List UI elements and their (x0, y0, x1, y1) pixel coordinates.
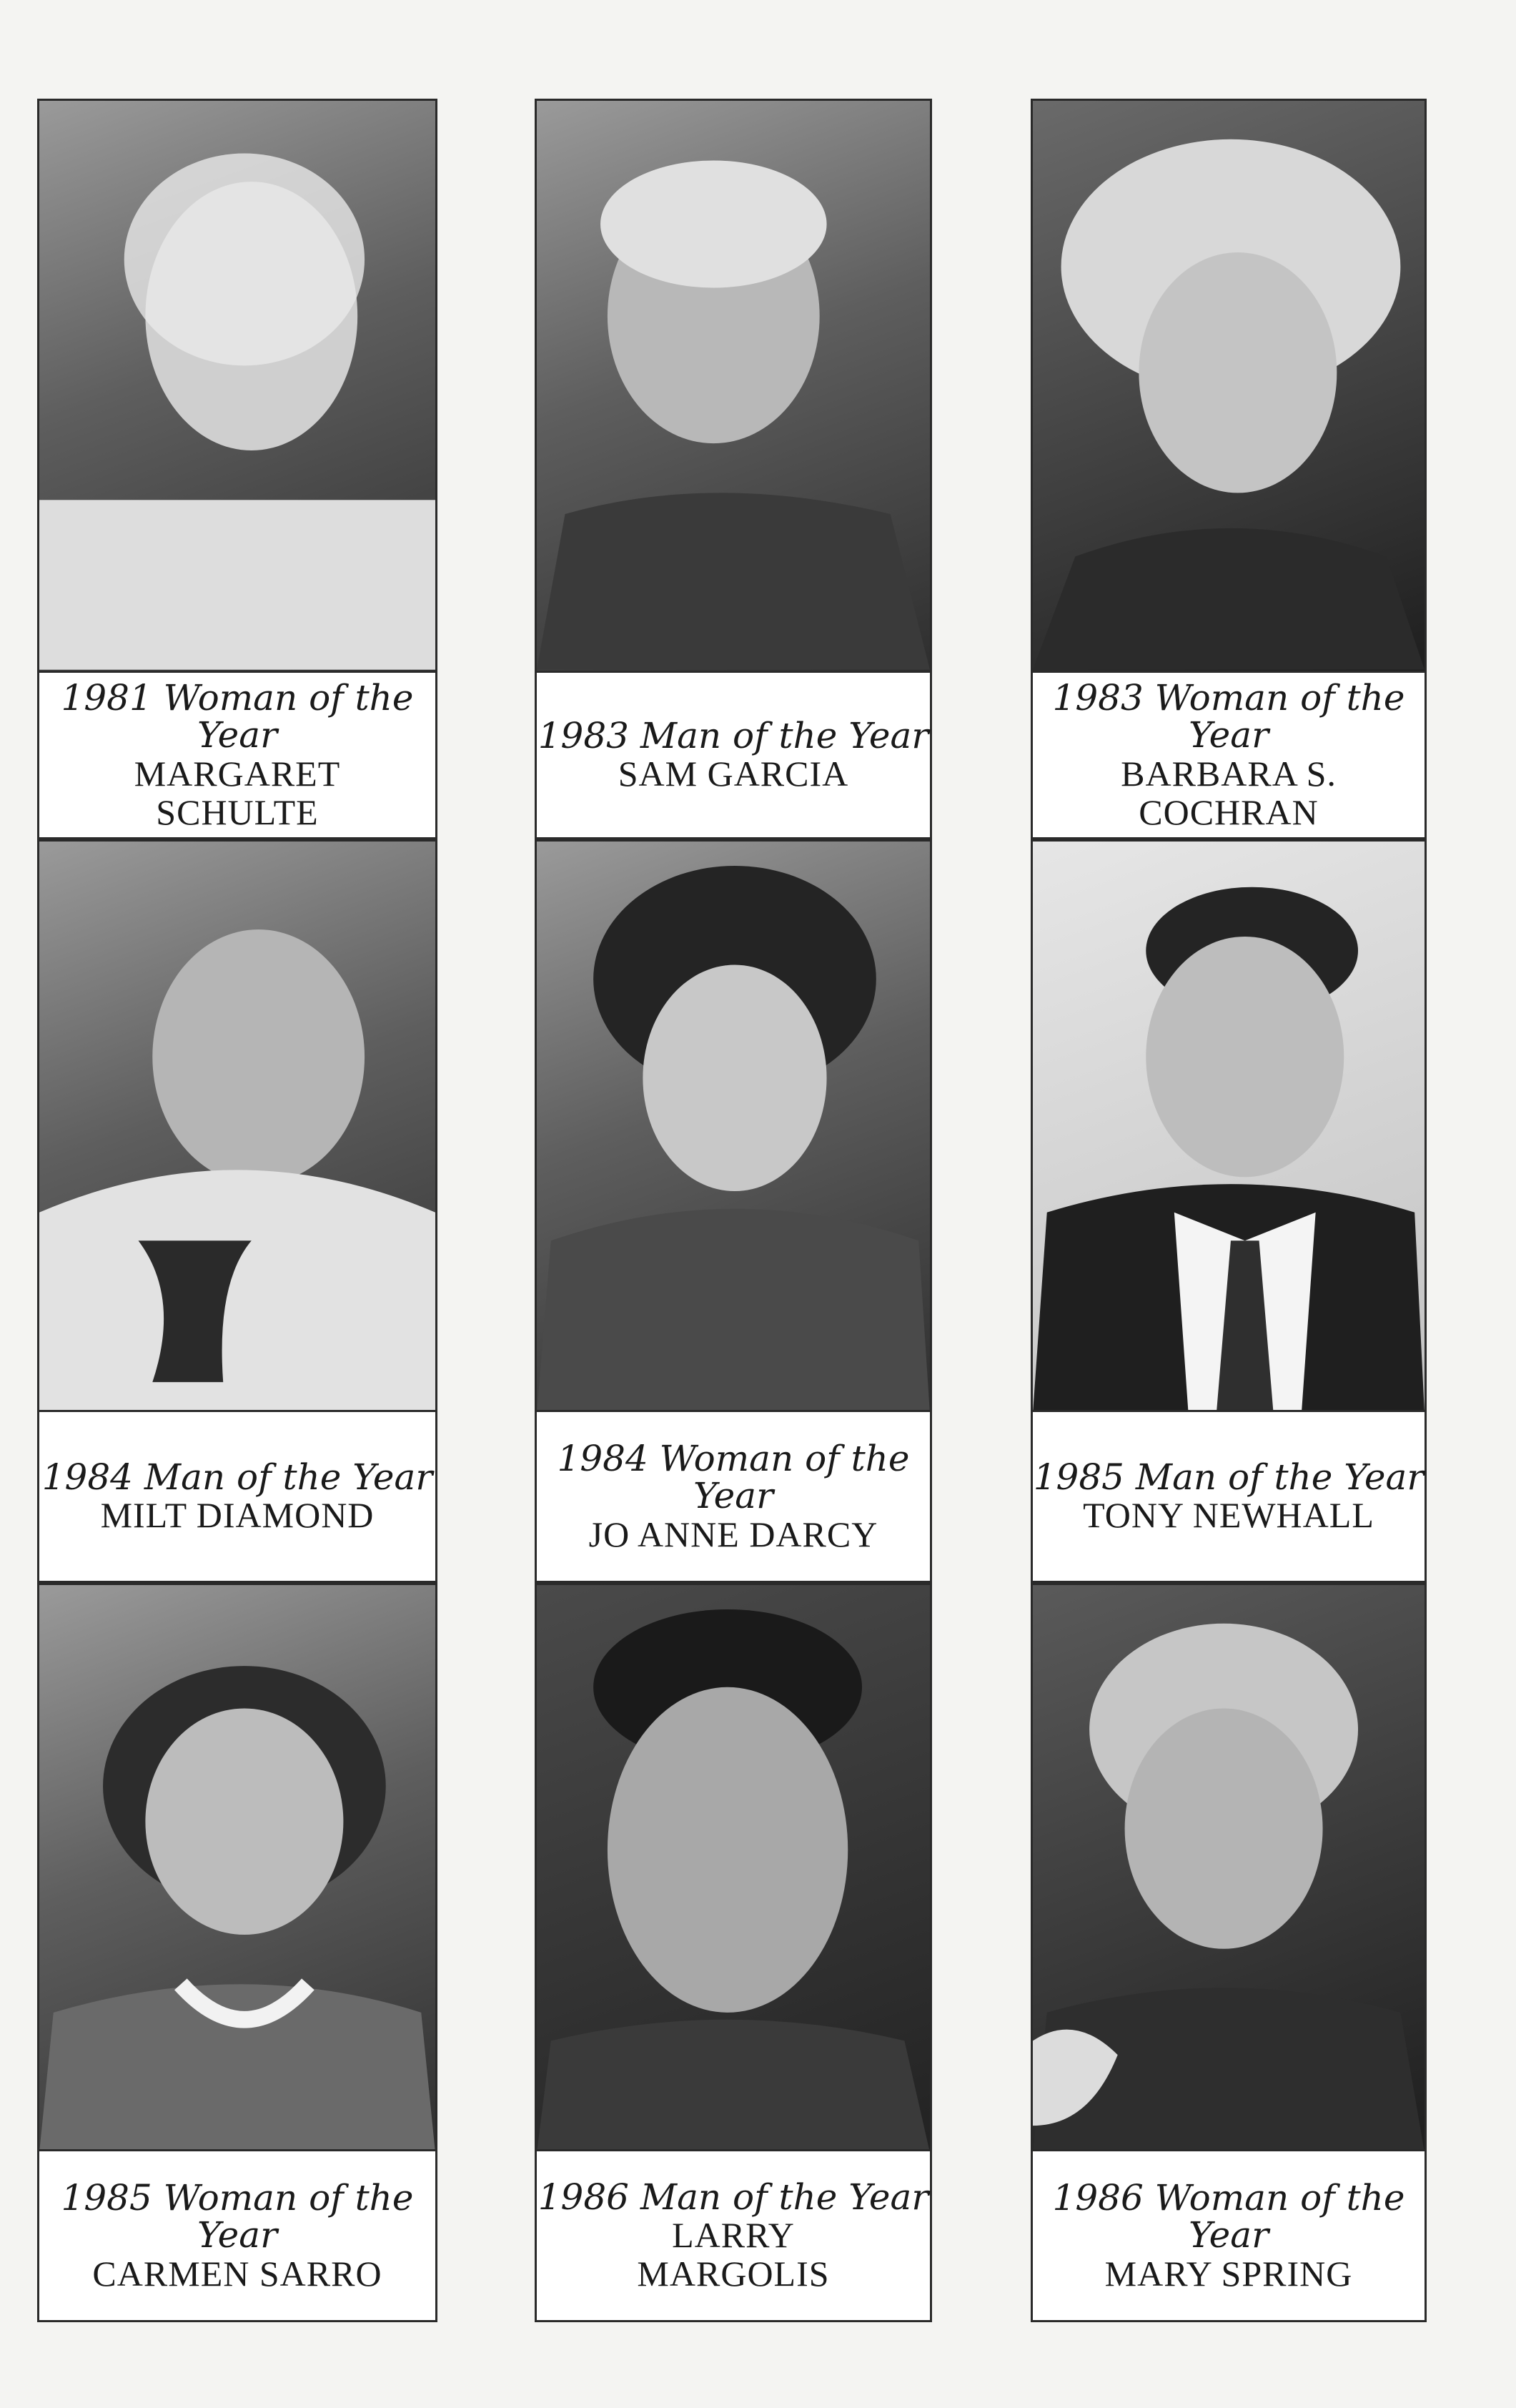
honoree-card (37, 99, 437, 839)
honoree-name: TONY NEWHALL (1083, 1495, 1374, 1536)
portrait-silhouette-icon (1033, 842, 1425, 1416)
award-title: 1984 Man of the Year (41, 1456, 433, 1498)
portrait-silhouette-icon (1033, 1585, 1425, 2156)
award-title: 1983 Man of the Year (537, 714, 929, 756)
portrait-photo (537, 101, 930, 673)
portrait-photo (1033, 1585, 1425, 2156)
honoree-caption (537, 671, 930, 837)
honoree-caption (1033, 671, 1425, 837)
portrait-photo (39, 842, 435, 1416)
award-title: 1986 Man of the Year (537, 2176, 929, 2218)
honoree-name: JO ANNE DARCY (588, 1514, 878, 1554)
honoree-name: LARRY MARGOLIS (637, 2215, 830, 2294)
honoree-name: SAM GARCIA (618, 754, 849, 794)
portrait-silhouette-icon (1033, 101, 1425, 673)
honoree-card (1031, 99, 1427, 839)
award-title: 1984 Woman of the Year (557, 1437, 910, 1516)
honoree-name: MILT DIAMOND (100, 1495, 375, 1536)
portrait-photo (1033, 842, 1425, 1416)
portrait-photo (537, 842, 930, 1416)
portrait-silhouette-icon (537, 1585, 930, 2156)
honoree-caption (39, 2149, 435, 2320)
honoree-card (37, 839, 437, 1583)
portrait-silhouette-icon (39, 842, 435, 1416)
portrait-photo (537, 1585, 930, 2156)
portrait-silhouette-icon (39, 1585, 435, 2156)
honoree-caption (537, 2149, 930, 2320)
portrait-photo (39, 1585, 435, 2156)
honoree-card (535, 839, 932, 1583)
honoree-card (535, 1583, 932, 2322)
honoree-card (37, 1583, 437, 2322)
award-title: 1983 Woman of the Year (1052, 676, 1405, 756)
honoree-name: BARBARA S. COCHRAN (1121, 753, 1337, 832)
portrait-silhouette-icon (537, 842, 930, 1416)
honoree-name: MARGARET SCHULTE (134, 753, 341, 832)
honoree-caption (537, 1410, 930, 1581)
award-title: 1985 Man of the Year (1033, 1456, 1425, 1498)
honoree-caption (39, 671, 435, 837)
portrait-silhouette-icon (39, 101, 435, 673)
honoree-card (535, 99, 932, 839)
honoree-card (1031, 839, 1427, 1583)
award-title: 1986 Woman of the Year (1052, 2176, 1405, 2256)
portrait-silhouette-icon (537, 101, 930, 673)
portrait-photo (1033, 101, 1425, 673)
award-title: 1985 Woman of the Year (61, 2176, 414, 2256)
honoree-caption (39, 1410, 435, 1581)
honoree-caption (1033, 1410, 1425, 1581)
honoree-name: CARMEN SARRO (92, 2253, 382, 2294)
honoree-caption (1033, 2149, 1425, 2320)
portrait-photo (39, 101, 435, 673)
honoree-name: MARY SPRING (1104, 2253, 1353, 2294)
honoree-card (1031, 1583, 1427, 2322)
award-title: 1981 Woman of the Year (61, 676, 414, 756)
